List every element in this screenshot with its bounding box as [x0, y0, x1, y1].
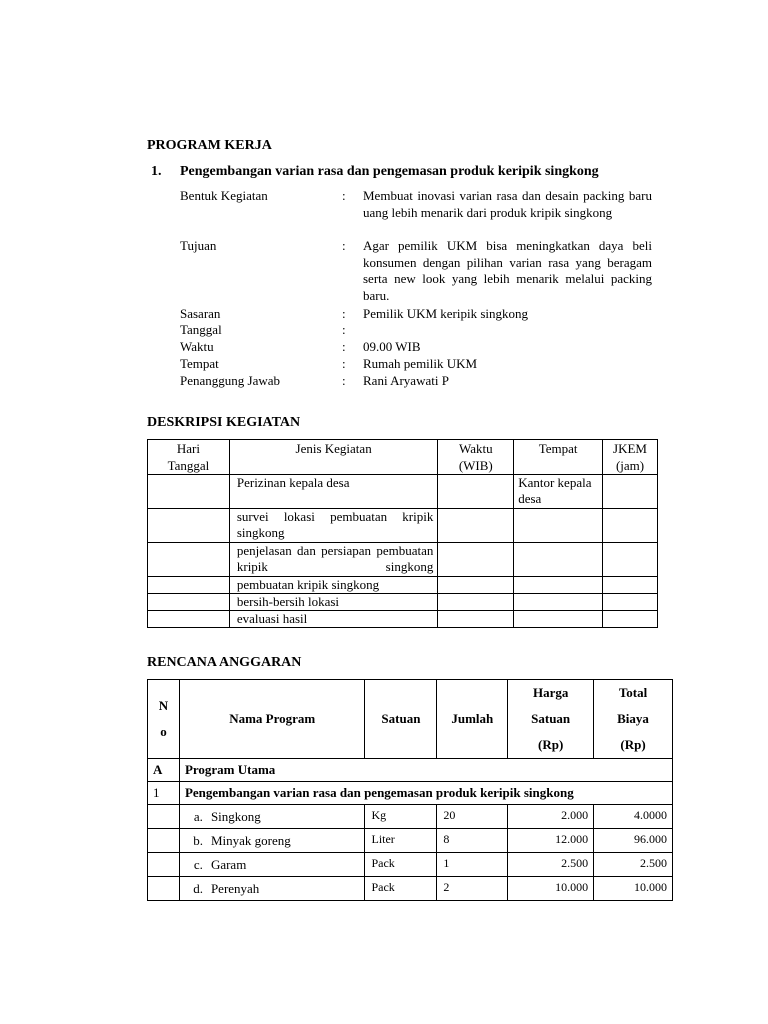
field-label-tempat: Tempat — [180, 356, 219, 371]
cell-total: 2.500 — [594, 853, 673, 877]
table-row — [148, 543, 658, 577]
cell-day — [148, 577, 230, 594]
program-number: 1. — [151, 164, 162, 179]
cell-place — [514, 577, 603, 594]
item-name: Perenyah — [210, 881, 260, 896]
header-unit: Satuan — [365, 680, 437, 759]
cell-no — [148, 805, 180, 829]
cell-activity: Perizinan kepala desa — [229, 475, 438, 509]
header-price — [508, 680, 594, 759]
field-label-tujuan: Tujuan — [180, 238, 217, 253]
program-row — [148, 782, 673, 805]
cell-place — [514, 594, 603, 611]
header-program: Nama Program — [179, 680, 365, 759]
cell-place — [514, 543, 603, 577]
field-label-penanggung: Penanggung Jawab — [180, 373, 281, 388]
cell-total: 4.0000 — [594, 805, 673, 829]
item-name: Garam — [210, 857, 247, 872]
header-jkem-line2: (jam) — [615, 458, 645, 473]
cell-jkem — [603, 543, 658, 577]
cell-item — [179, 877, 365, 901]
cell-time — [438, 543, 514, 577]
cell-qty: 1 — [437, 853, 508, 877]
cell-no — [148, 877, 180, 901]
table-row — [148, 475, 658, 509]
field-colon: : — [342, 322, 346, 337]
cell-time — [438, 475, 514, 509]
field-label-tanggal: Tanggal — [180, 322, 222, 337]
table-row — [148, 853, 673, 877]
cell-jkem — [603, 611, 658, 628]
field-value-tempat: Rumah pemilik UKM — [363, 356, 478, 371]
cell-jkem — [603, 594, 658, 611]
cell-item — [179, 853, 365, 877]
cell-qty: 2 — [437, 877, 508, 901]
cell-activity: survei lokasi pembuatan kripik singkong — [229, 509, 438, 543]
budget-header-row — [148, 680, 673, 759]
program-name: Pengembangan varian rasa dan pengemasan produk keripik singkong — [179, 782, 672, 805]
cell-place — [514, 611, 603, 628]
field-label-sasaran: Sasaran — [180, 306, 221, 321]
field-colon: : — [342, 356, 346, 371]
cell-unit: Pack — [365, 853, 437, 877]
header-qty: Jumlah — [437, 680, 508, 759]
header-price-line3: (Rp) — [538, 737, 564, 752]
cell-total: 96.000 — [594, 829, 673, 853]
header-activity: Jenis Kegiatan — [229, 440, 438, 475]
cell-day — [148, 509, 230, 543]
table-row — [148, 805, 673, 829]
cell-jkem — [603, 475, 658, 509]
cell-activity: evaluasi hasil — [229, 611, 438, 628]
cell-activity: pembuatan kripik singkong — [229, 577, 438, 594]
cell-unit: Kg — [365, 805, 437, 829]
table-row — [148, 877, 673, 901]
program-code: 1 — [148, 782, 180, 805]
cell-qty: 20 — [437, 805, 508, 829]
header-total — [594, 680, 673, 759]
cell-price: 2.000 — [508, 805, 594, 829]
field-label-waktu: Waktu — [180, 339, 214, 354]
cell-place — [514, 509, 603, 543]
header-jkem-line1: JKEM — [613, 441, 647, 456]
cell-item — [179, 829, 365, 853]
header-day-line1: Hari — [176, 441, 200, 456]
main-heading: PROGRAM KERJA — [147, 138, 272, 153]
table-row — [148, 611, 658, 628]
cell-jkem — [603, 577, 658, 594]
table-row — [148, 509, 658, 543]
cell-time — [438, 577, 514, 594]
header-no — [148, 680, 180, 759]
header-total-line2: Biaya — [617, 711, 649, 726]
field-colon: : — [342, 339, 346, 354]
header-time — [438, 440, 514, 475]
item-name: Minyak goreng — [210, 833, 291, 848]
cell-price: 12.000 — [508, 829, 594, 853]
cell-time — [438, 611, 514, 628]
field-value-bentuk: Membuat inovasi varian rasa dan desain packing baru uang lebih menarik dari produk kripik singkong — [363, 188, 652, 220]
cell-total: 10.000 — [594, 877, 673, 901]
field-value-tujuan: Agar pemilik UKM bisa meningkatkan daya beli konsumen dengan pilihan varian rasa yang beragam serta new look yang lebih menarik melalui packing baru. — [363, 238, 652, 303]
cell-no — [148, 853, 180, 877]
item-marker: d. — [193, 881, 203, 896]
cell-no — [148, 829, 180, 853]
field-colon: : — [342, 373, 346, 388]
header-time-line1: Waktu — [458, 441, 493, 456]
header-day — [148, 440, 230, 475]
field-label-bentuk: Bentuk Kegiatan — [180, 188, 268, 203]
field-value-penanggung: Rani Aryawati P — [363, 373, 449, 388]
cell-time — [438, 509, 514, 543]
item-name: Singkong — [210, 809, 261, 824]
cell-activity: penjelasan dan persiapan pembuatan kripik singkong — [229, 543, 438, 577]
cell-day — [148, 611, 230, 628]
field-value-sasaran: Pemilik UKM keripik singkong — [363, 306, 529, 321]
section-row — [148, 759, 673, 782]
field-colon: : — [342, 306, 346, 321]
header-place: Tempat — [514, 440, 603, 475]
cell-activity: bersih-bersih lokasi — [229, 594, 438, 611]
item-marker: a. — [193, 809, 203, 824]
cell-price: 2.500 — [508, 853, 594, 877]
cell-price: 10.000 — [508, 877, 594, 901]
cell-qty: 8 — [437, 829, 508, 853]
header-no-line2: o — [160, 724, 167, 739]
header-time-line2: (WIB) — [458, 458, 493, 473]
cell-unit: Liter — [365, 829, 437, 853]
budget-heading: RENCANA ANGGARAN — [147, 655, 302, 670]
cell-unit: Pack — [365, 877, 437, 901]
activity-header-row — [148, 440, 658, 475]
description-heading: DESKRIPSI KEGIATAN — [147, 415, 301, 430]
item-marker: c. — [193, 857, 203, 872]
header-total-line3: (Rp) — [620, 737, 646, 752]
table-row — [148, 594, 658, 611]
cell-time — [438, 594, 514, 611]
program-title: Pengembangan varian rasa dan pengemasan produk keripik singkong — [180, 164, 599, 179]
section-code: A — [148, 759, 180, 782]
table-row — [148, 577, 658, 594]
section-name: Program Utama — [179, 759, 672, 782]
field-colon: : — [342, 238, 346, 253]
table-row — [148, 829, 673, 853]
item-marker: b. — [193, 833, 203, 848]
cell-place: Kantor kepala desa — [514, 475, 603, 509]
header-day-line2: Tanggal — [167, 458, 210, 473]
cell-item — [179, 805, 365, 829]
field-colon: : — [342, 188, 346, 203]
header-total-line1: Total — [618, 685, 648, 700]
cell-jkem — [603, 509, 658, 543]
cell-day — [148, 543, 230, 577]
header-jkem — [603, 440, 658, 475]
cell-day — [148, 475, 230, 509]
field-value-waktu: 09.00 WIB — [363, 339, 421, 354]
header-price-line1: Harga — [532, 685, 569, 700]
cell-day — [148, 594, 230, 611]
activity-table — [147, 439, 658, 628]
header-no-line1: N — [158, 698, 169, 713]
budget-table — [147, 679, 673, 901]
header-price-line2: Satuan — [531, 711, 571, 726]
